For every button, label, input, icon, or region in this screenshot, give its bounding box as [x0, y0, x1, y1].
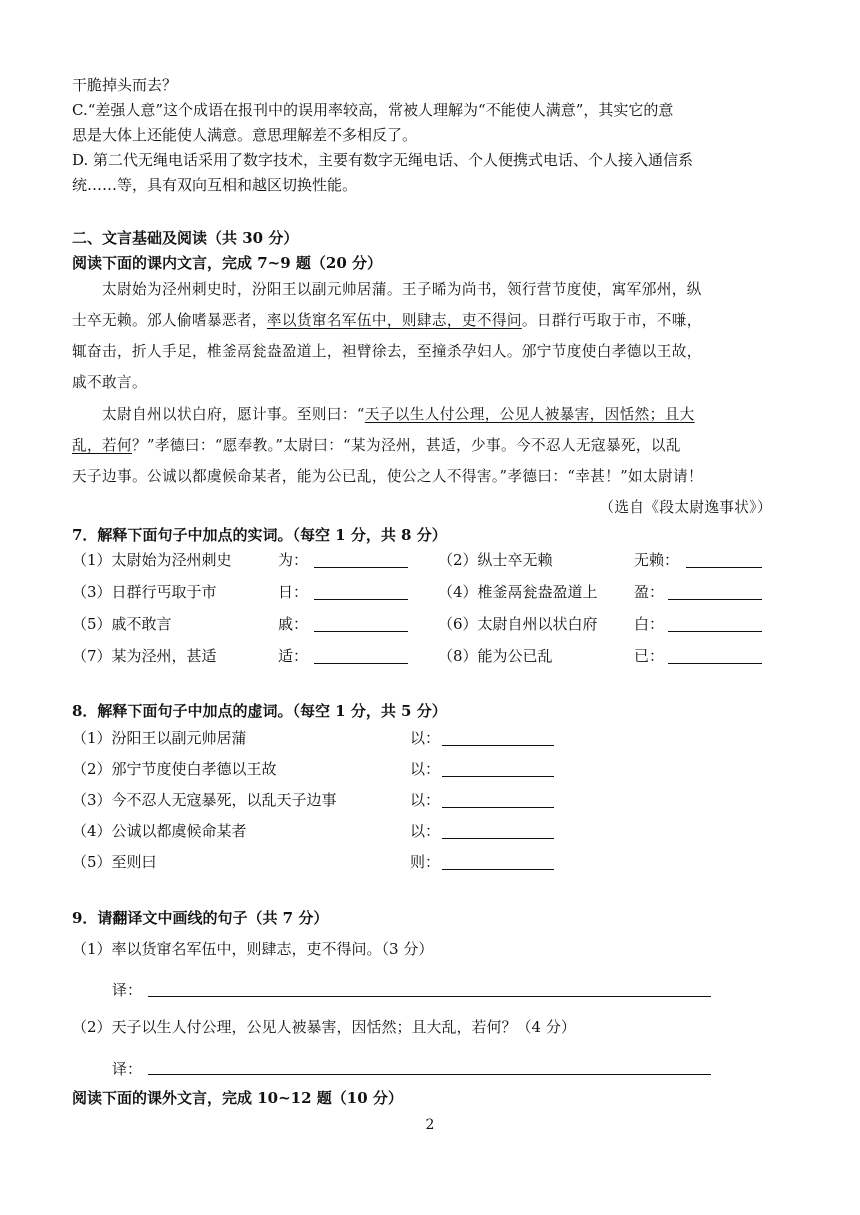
q7-item-8-word: 已：	[634, 647, 665, 665]
q7-item-2-word: 无赖：	[634, 551, 680, 569]
q7-item-5-word: 戚：	[278, 615, 309, 633]
passage-p1-line-4: 戚不敢言。	[72, 374, 147, 391]
option-b-tail: 干脆掉头而去？	[72, 76, 178, 94]
q9-translate-label-2: 译：	[112, 1060, 143, 1078]
q7-row-4	[72, 644, 788, 668]
q7-item-2-sentence: （2）纵士卒无赖	[438, 551, 553, 569]
q7-item-5-answer-blank[interactable]	[314, 631, 408, 632]
passage-p2-line-1	[72, 404, 818, 426]
section-2-intro: 阅读下面的课内文言，完成 7~9 题（20 分）	[72, 254, 382, 272]
q8-item-5-answer-blank[interactable]	[442, 869, 554, 870]
q7-item-8-sentence: （8）能为公已乱	[438, 647, 553, 665]
passage-text: 太尉自州以状白府，愿计事。至则曰：“	[102, 406, 365, 423]
passage-p2-line-2	[72, 435, 788, 457]
q7-item-1-answer-blank[interactable]	[314, 567, 408, 568]
option-d-line-2: 统……等，具有双向互相和越区切换性能。	[72, 176, 358, 194]
passage-source: （选自《段太尉逸事状》）	[599, 499, 772, 516]
q8-row-4	[72, 819, 788, 843]
q7-item-1-word: 为：	[278, 551, 309, 569]
q8-item-5-word: 则：	[410, 853, 441, 871]
q7-item-4-answer-blank[interactable]	[668, 599, 762, 600]
underlined-sentence-2-end: 乱，若何	[72, 437, 132, 454]
option-d-line-1: D. 第二代无绳电话采用了数字技术，主要有数字无绳电话、个人便携式电话、个人接入通信系	[72, 151, 694, 169]
q7-item-2-answer-blank[interactable]	[686, 567, 762, 568]
q9-sentence-2: （2）天子以生人付公理，公见人被暴害，因恬然；且大乱，若何？（4 分）	[72, 1018, 576, 1036]
q8-item-2-word: 以：	[410, 760, 441, 778]
q9-translation-line-1[interactable]	[148, 996, 711, 997]
q7-item-6-sentence: （6）太尉自州以状白府	[438, 615, 598, 633]
q8-item-3-word: 以：	[410, 791, 441, 809]
q9-title: 9．请翻译文中画线的句子（共 7 分）	[72, 909, 329, 927]
q8-item-2-answer-blank[interactable]	[442, 776, 554, 777]
q7-item-8-answer-blank[interactable]	[668, 663, 762, 664]
q9-translation-line-2[interactable]	[148, 1074, 711, 1075]
q7-item-7-word: 适：	[278, 647, 309, 665]
passage-text: ？”孝德曰：“愿奉教。”太尉曰：“某为泾州，甚适，少事。今不忍人无寇暴死，以乱	[131, 437, 681, 454]
q7-item-1-sentence: （1）太尉始为泾州刺史	[72, 551, 232, 569]
q7-item-4-word: 盈：	[634, 583, 665, 601]
passage-p1-line-2	[72, 310, 788, 332]
q7-item-3-answer-blank[interactable]	[314, 599, 408, 600]
q7-item-6-word: 白：	[634, 615, 665, 633]
q8-item-4-answer-blank[interactable]	[442, 838, 554, 839]
section-2-title: 二、文言基础及阅读（共 30 分）	[72, 229, 299, 247]
q8-row-3	[72, 788, 788, 812]
q7-item-7-sentence: （7）某为泾州，甚适	[72, 647, 217, 665]
underlined-sentence-1: 率以货窜名军伍中，则肆志，吏不得问	[266, 312, 522, 329]
q8-item-4-sentence: （4）公诚以都虞候命某者	[72, 822, 247, 840]
q8-row-2	[72, 757, 788, 781]
passage-text: 士卒无赖。邠人偷嗜暴恶者，	[72, 312, 267, 329]
section-3-intro: 阅读下面的课外文言，完成 10~12 题（10 分）	[72, 1089, 403, 1107]
q8-item-1-sentence: （1）汾阳王以副元帅居蒲	[72, 729, 247, 747]
q8-item-3-answer-blank[interactable]	[442, 807, 554, 808]
underlined-sentence-2: 天子以生人付公理，公见人被暴害，因恬然；且大	[364, 406, 695, 423]
q7-item-3-word: 日：	[278, 583, 309, 601]
passage-text: 。日群行丐取于市，不嗛，	[521, 312, 702, 329]
q7-title: 7．解释下面句子中加点的实词。（每空 1 分，共 8 分）	[72, 526, 447, 544]
passage-p1-line-1: 太尉始为泾州刺史时，汾阳王以副元帅居蒲。王子晞为尚书，领行营节度使，寓军邠州，纵	[102, 281, 702, 298]
q9-sentence-1: （1）率以货窜名军伍中，则肆志，吏不得问。（3 分）	[72, 940, 434, 958]
q8-item-2-sentence: （2）邠宁节度使白孝德以王故	[72, 760, 277, 778]
q8-item-1-answer-blank[interactable]	[442, 745, 554, 746]
passage-p2-line-3: 天子边事。公诚以都虞候命某者，能为公已乱，使公之人不得害。”孝德曰：“幸甚！”如太尉请！	[72, 468, 704, 485]
q7-item-3-sentence: （3）日群行丐取于市	[72, 583, 217, 601]
q8-item-3-sentence: （3）今不忍人无寇暴死，以乱天子边事	[72, 791, 337, 809]
q7-item-6-answer-blank[interactable]	[668, 631, 762, 632]
page-number: 2	[425, 1117, 435, 1133]
q7-row-2	[72, 580, 788, 604]
q8-title: 8．解释下面句子中加点的虚词。（每空 1 分，共 5 分）	[72, 702, 447, 720]
q7-row-3	[72, 612, 788, 636]
q7-item-5-sentence: （5）戚不敢言	[72, 615, 172, 633]
q7-item-4-sentence: （4）椎釜鬲瓮盎盈道上	[438, 583, 598, 601]
q8-item-5-sentence: （5）至则曰	[72, 853, 157, 871]
passage-p1-line-3: 辄奋击，折人手足，椎釜鬲瓮盎盈道上，袒臂徐去，至撞杀孕妇人。邠宁节度使白孝德以王故，	[72, 343, 702, 360]
q8-row-1	[72, 726, 788, 750]
q9-translate-label-1: 译：	[112, 981, 143, 999]
q7-item-7-answer-blank[interactable]	[314, 663, 408, 664]
option-c-line-2: 思是大体上还能使人满意。意思理解差不多相反了。	[72, 126, 418, 144]
q8-row-5	[72, 850, 788, 874]
q8-item-4-word: 以：	[410, 822, 441, 840]
q7-row-1	[72, 548, 788, 572]
q8-item-1-word: 以：	[410, 729, 441, 747]
option-c-line-1: C.“差强人意”这个成语在报刊中的误用率较高，常被人理解为“不能使人满意”，其实它的意	[72, 101, 674, 119]
